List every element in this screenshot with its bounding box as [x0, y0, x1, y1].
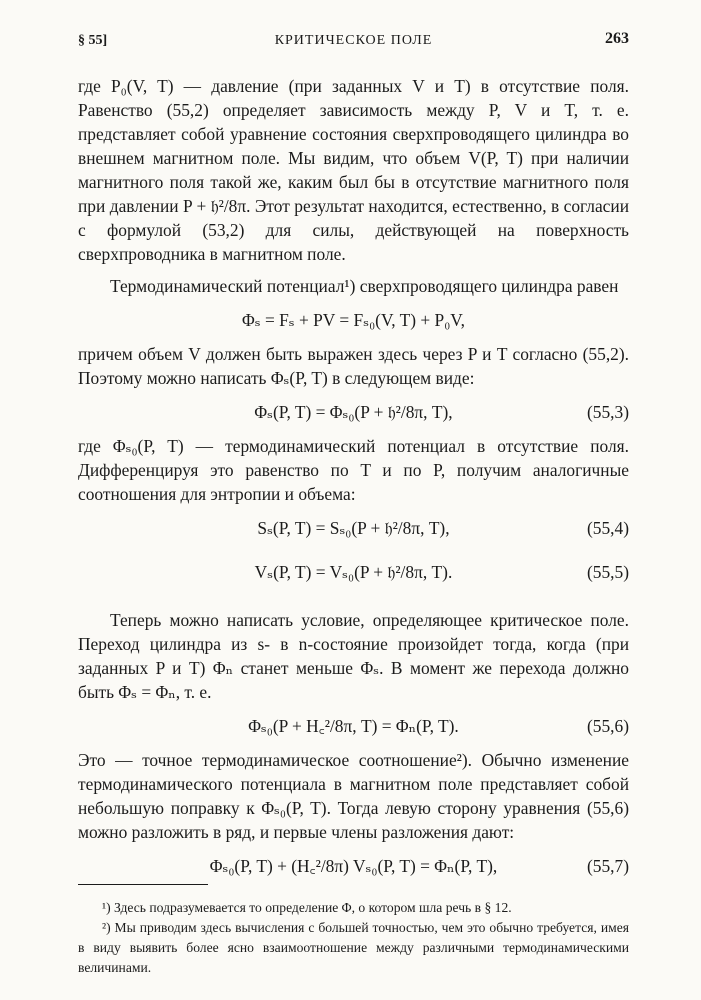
- footnotes: [78, 898, 629, 978]
- footnote-1: ¹) Здесь подразумевается то определение Φ, о котором шла речь в § 12.: [102, 900, 512, 915]
- running-title: КРИТИЧЕСКОЕ ПОЛЕ: [274, 33, 433, 48]
- equation-55-6-text: Φₛ₀(P + H꜀²/8π, T) = Φₙ(P, T).: [248, 716, 459, 736]
- paragraph-1: где P₀(V, T) — давление (при заданных V и T) в отсутствие поля. Равенство (55,2) определяет зависимость между P, V и T, т. е. представляет собой уравнение состояния сверхпроводящего цилиндра во внешнем магнитном поле. Мы видим, что объем V(P, T) при наличии магнитного поля такой же, каким был бы в отсутствие магнитного поля при давлении P + 𝔥²/8π. Этот результат находится, естественно, в согласии с формулой (53,2) для силы, действующей на поверхность сверхпроводника в магнитном поле.: [78, 76, 629, 264]
- equation-55-5: [78, 550, 629, 594]
- equation-number: (55,4): [586, 518, 629, 538]
- equation-number: (55,7): [586, 856, 629, 876]
- equation-55-4: [78, 506, 629, 550]
- equation-55-7: [78, 844, 629, 888]
- section-ref: § 55]: [78, 33, 108, 48]
- footnote-2: ²) Мы приводим здесь вычисления с большей точностью, чем это обычно требуется, имея в виду выявить более ясно взаимоотношение между различными термодинамическими величинами.: [78, 920, 629, 975]
- equation-55-5-text: Vₛ(P, T) = Vₛ₀(P + 𝔥²/8π, T).: [254, 562, 453, 582]
- equation-55-7-text: Φₛ₀(P, T) + (H꜀²/8π) Vₛ₀(P, T) = Φₙ(P, T),: [209, 856, 498, 876]
- equation-number: (55,3): [586, 402, 629, 422]
- paragraph-3: причем объем V должен быть выражен здесь через P и T согласно (55,2). Поэтому можно написать Φₛ(P, T) в следующем виде:: [78, 344, 629, 388]
- equation-55-3-text: Φₛ(P, T) = Φₛ₀(P + 𝔥²/8π, T),: [254, 402, 453, 422]
- page-number: 263: [605, 30, 629, 47]
- equation-number: (55,6): [586, 716, 629, 736]
- equation-55-3: [78, 390, 629, 434]
- page-header: [78, 30, 629, 52]
- equation-55-6: [78, 704, 629, 748]
- footnote-divider: [78, 884, 208, 885]
- page-body: [78, 74, 629, 888]
- equation-55-4-text: Sₛ(P, T) = Sₛ₀(P + 𝔥²/8π, T),: [257, 518, 450, 538]
- equation-potential: [78, 298, 629, 342]
- paragraph-2: Термодинамический потенциал¹) сверхпроводящего цилиндра равен: [110, 276, 619, 296]
- equation-number: (55,5): [586, 562, 629, 582]
- paragraph-6: Это — точное термодинамическое соотношение²). Обычно изменение термодинамического потенциала в магнитном поле представляет собой небольшую поправку к Φₛ₀(P, T). Тогда левую сторону уравнения (55,6) можно разложить в ряд, и первые члены разложения дают:: [78, 750, 629, 842]
- equation-potential-text: Φₛ = Fₛ + PV = Fₛ₀(V, T) + P₀V,: [242, 310, 465, 330]
- paragraph-5: Теперь можно написать условие, определяющее критическое поле. Переход цилиндра из s- в n-состояние произойдет тогда, когда (при заданных P и T) Φₙ станет меньше Φₛ. В момент же перехода должно быть Φₛ = Φₙ, т. е.: [78, 610, 629, 702]
- paragraph-4: где Φₛ₀(P, T) — термодинамический потенциал в отсутствие поля. Дифференцируя это равенство по T и по P, получим аналогичные соотношения для энтропии и объема:: [78, 436, 629, 504]
